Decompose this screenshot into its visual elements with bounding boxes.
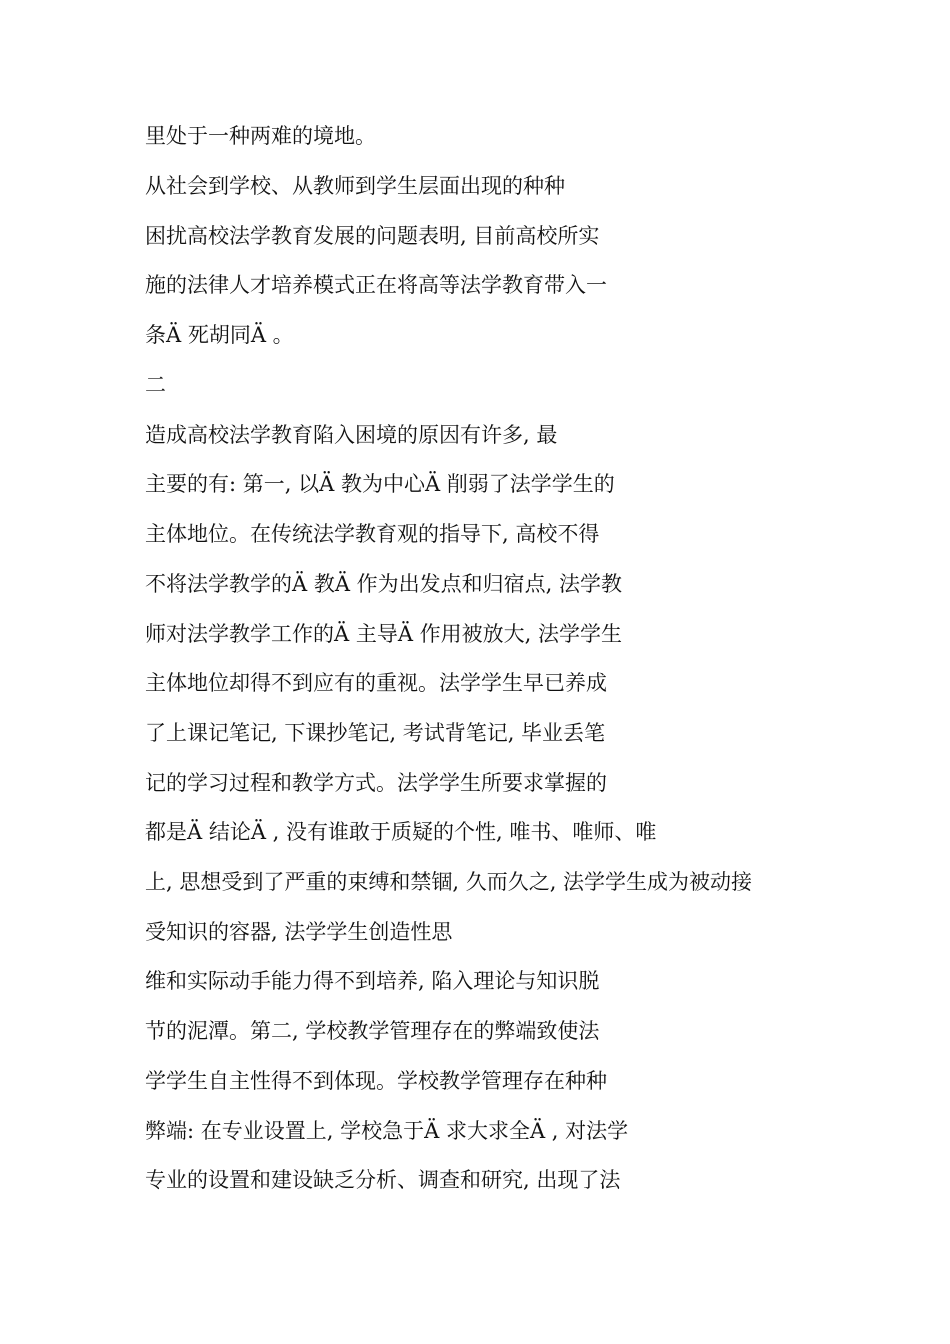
section-number: 二 [145, 373, 166, 397]
text-line-18: 维和实际动手能力得不到培养, 陷入理论与知识脱 [145, 969, 600, 993]
text-line-4: 施的法律人才培养模式正在将高等法学教育带入一 [145, 273, 607, 297]
text-line-7: 造成高校法学教育陷入困境的原因有许多, 最 [145, 423, 558, 447]
text-line-17: 受知识的容器, 法学学生创造性思 [145, 920, 453, 944]
text-line-5: 条Ä 死胡同Ä 。 [145, 323, 294, 347]
text-line-22: 专业的设置和建设缺乏分析、调查和研究, 出现了法 [145, 1168, 621, 1192]
text-line-12: 主体地位却得不到应有的重视。法学学生早已养成 [145, 671, 607, 695]
text-line-2: 从社会到学校、从教师到学生层面出现的种种 [145, 174, 565, 198]
text-line-14: 记的学习过程和教学方式。法学学生所要求掌握的 [145, 771, 607, 795]
text-line-16: 上, 思想受到了严重的束缚和禁锢, 久而久之, 法学学生成为被动接 [145, 870, 753, 894]
text-line-11: 师对法学教学工作的Ä 主导Ä 作用被放大, 法学学生 [145, 622, 623, 646]
text-line-13: 了上课记笔记, 下课抄笔记, 考试背笔记, 毕业丢笔 [145, 721, 606, 745]
text-line-10: 不将法学教学的Ä 教Ä 作为出发点和归宿点, 法学教 [145, 572, 623, 596]
text-line-9: 主体地位。在传统法学教育观的指导下, 高校不得 [145, 522, 600, 546]
text-line-20: 学学生自主性得不到体现。学校教学管理存在种种 [145, 1069, 607, 1093]
text-line-19: 节的泥潭。第二, 学校教学管理存在的弊端致使法 [145, 1019, 600, 1043]
text-line-1: 里处于一种两难的境地。 [145, 124, 376, 148]
text-line-8: 主要的有: 第一, 以Ä 教为中心Ä 削弱了法学学生的 [145, 472, 615, 496]
text-line-15: 都是Ä 结论Ä , 没有谁敢于质疑的个性, 唯书、唯师、唯 [145, 820, 657, 844]
text-line-3: 困扰高校法学教育发展的问题表明, 目前高校所实 [145, 224, 600, 248]
text-line-21: 弊端: 在专业设置上, 学校急于Ä 求大求全Ä , 对法学 [145, 1119, 629, 1143]
